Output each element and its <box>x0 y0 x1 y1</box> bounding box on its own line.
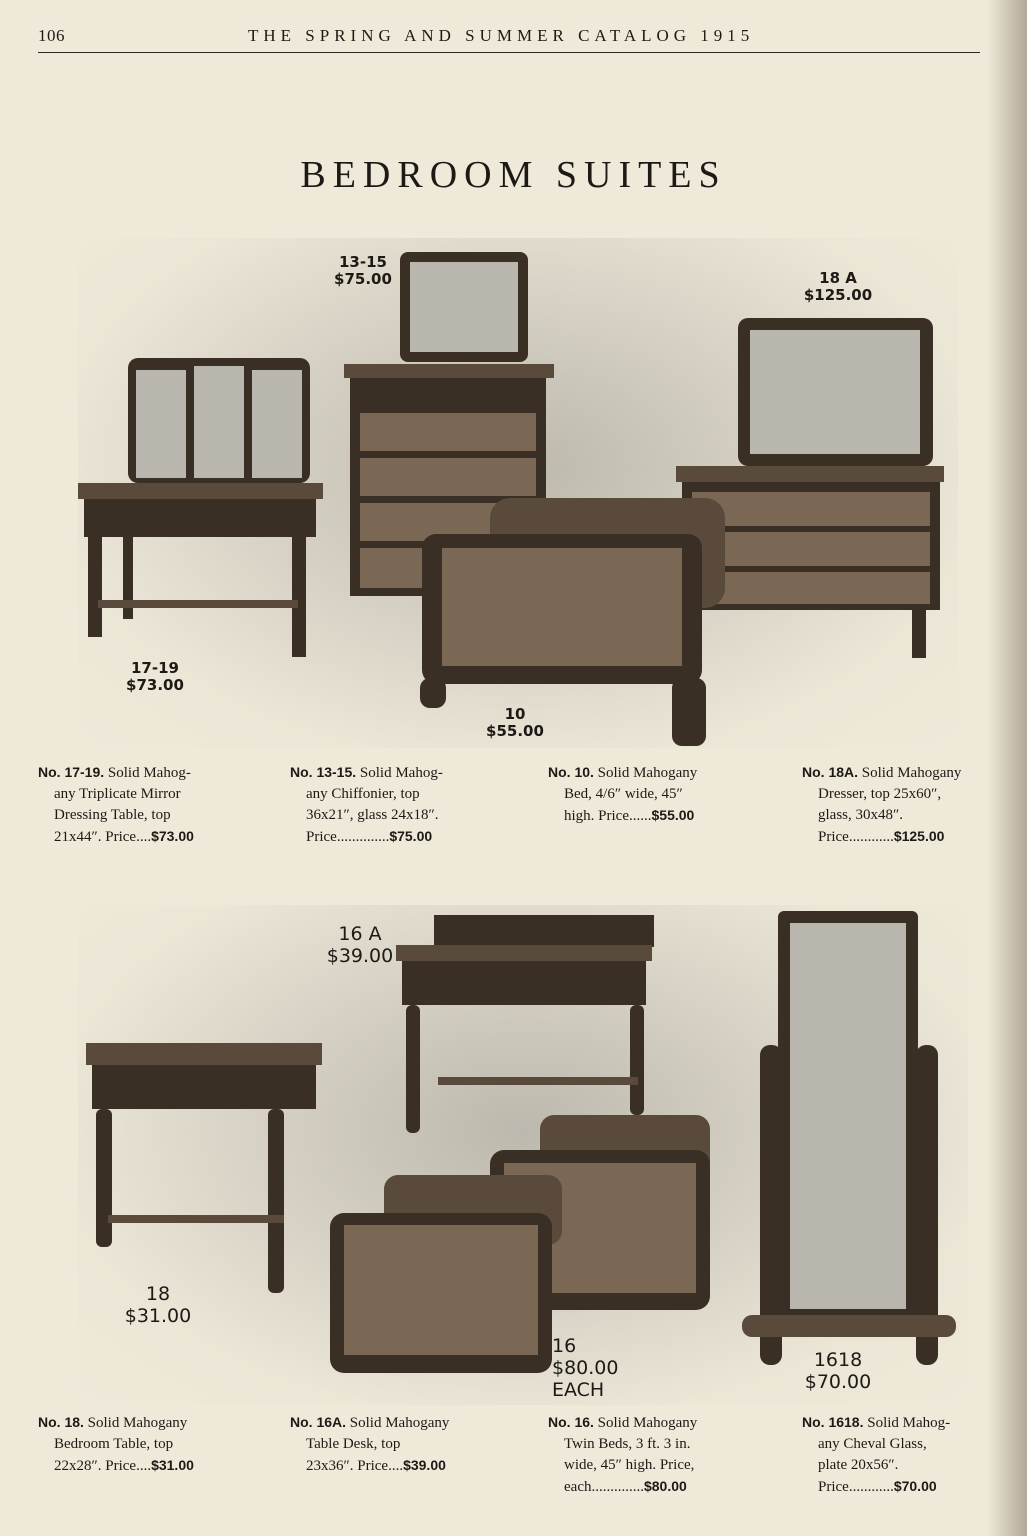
caption-line-1: No. 13-15. Solid Mahog- <box>290 764 443 781</box>
dressing-table-illustration <box>78 358 323 657</box>
caption-line-4: each..............$80.00 <box>564 1478 687 1495</box>
caption-line-2: Bed, 4/6″ wide, 45″ <box>564 786 683 802</box>
caption-line-2: Dresser, top 25x60″, <box>818 786 942 802</box>
caption-line-3: plate 20x56″. <box>818 1457 899 1473</box>
caption-price: $80.00 <box>643 1478 687 1494</box>
caption-18a <box>802 762 1002 848</box>
tag-price: $70.00 <box>804 1370 872 1393</box>
caption-price: $70.00 <box>893 1478 937 1494</box>
caption-price: $31.00 <box>151 1457 194 1473</box>
running-title: THE SPRING AND SUMMER CATALOG 1915 <box>248 26 755 45</box>
caption-line-1: No. 10. Solid Mahogany <box>548 764 698 781</box>
caption-price: $73.00 <box>151 828 194 844</box>
caption-line-2: any Cheval Glass, <box>818 1436 927 1452</box>
tag-price: $125.00 <box>803 286 873 305</box>
caption-line-1: No. 18. Solid Mahogany <box>38 1414 188 1431</box>
caption-price: $125.00 <box>893 828 945 844</box>
caption-16a <box>290 1412 490 1477</box>
tag-price: $39.00 <box>326 944 394 967</box>
tag-1618 <box>796 1350 880 1394</box>
caption-1618 <box>802 1412 1002 1498</box>
bottom-furniture-illustration <box>78 905 968 1405</box>
tag-number: 10 <box>504 705 526 723</box>
caption-line-3: high. Price......$55.00 <box>564 807 695 824</box>
tag-number: 17-19 <box>131 659 179 677</box>
caption-line-4: Price..............$75.00 <box>306 828 433 845</box>
top-furniture-photo <box>78 238 958 748</box>
caption-line-1: No. 17-19. Solid Mahog- <box>38 764 191 781</box>
caption-price: $75.00 <box>389 828 433 844</box>
tag-13-15 <box>328 254 398 289</box>
tag-number: 13-15 <box>339 253 387 271</box>
caption-item-number: No. 18. <box>38 1414 84 1430</box>
caption-line-3: 23x36″. Price....$39.00 <box>306 1457 446 1474</box>
dresser-illustration <box>676 318 944 658</box>
caption-line-3: 36x21″, glass 24x18″. <box>306 807 439 823</box>
bed-illustration <box>420 498 725 746</box>
caption-line-1: No. 16A. Solid Mahogany <box>290 1414 450 1431</box>
caption-line-4: Price............$70.00 <box>818 1478 937 1495</box>
caption-item-number: No. 10. <box>548 764 594 780</box>
top-furniture-illustration <box>78 238 958 748</box>
caption-line-3: 22x28″. Price....$31.00 <box>54 1457 194 1474</box>
caption-18 <box>38 1412 238 1477</box>
caption-10 <box>548 762 748 827</box>
tag-number: 18 A <box>819 269 857 287</box>
table-desk-illustration <box>396 915 654 1133</box>
caption-item-number: No. 18A. <box>802 764 859 780</box>
caption-line-4: Price............$125.00 <box>818 828 945 845</box>
section-title: BEDROOM SUITES <box>300 154 727 197</box>
tag-number: 16 A <box>338 923 382 945</box>
caption-line-2: any Chiffonier, top <box>306 786 420 802</box>
page-number: 106 <box>38 26 65 45</box>
caption-13-15 <box>290 762 490 848</box>
cheval-glass-illustration <box>742 911 956 1365</box>
caption-line-2: any Triplicate Mirror <box>54 786 181 802</box>
caption-line-4: 21x44″. Price....$73.00 <box>54 828 194 845</box>
caption-line-1: No. 18A. Solid Mahogany <box>802 764 962 781</box>
tag-18 <box>118 1284 198 1328</box>
caption-line-3: Dressing Table, top <box>54 807 171 823</box>
caption-line-2: Bedroom Table, top <box>54 1436 174 1452</box>
bedroom-table-illustration <box>86 1043 322 1293</box>
tag-16 <box>552 1336 672 1402</box>
caption-price: $55.00 <box>651 807 695 823</box>
caption-item-number: No. 16A. <box>290 1414 347 1430</box>
tag-number: 18 <box>145 1283 171 1305</box>
caption-item-number: No. 13-15. <box>290 764 357 780</box>
tag-18a <box>798 270 878 305</box>
caption-line-1: No. 16. Solid Mahogany <box>548 1414 698 1431</box>
tag-number: 16 <box>552 1335 577 1357</box>
caption-line-3: glass, 30x48″. <box>818 807 903 823</box>
caption-price: $39.00 <box>403 1457 446 1473</box>
caption-item-number: No. 16. <box>548 1414 594 1430</box>
tag-17-19 <box>110 660 200 695</box>
caption-line-3: wide, 45″ high. Price, <box>564 1457 695 1473</box>
bottom-furniture-photo <box>78 905 968 1405</box>
twin-beds-illustration <box>330 1115 710 1373</box>
caption-16 <box>548 1412 748 1498</box>
tag-price: $55.00 <box>486 722 544 741</box>
tag-price: $31.00 <box>124 1304 192 1327</box>
caption-line-2: Twin Beds, 3 ft. 3 in. <box>564 1436 691 1452</box>
caption-17-19 <box>38 762 238 848</box>
tag-price: $75.00 <box>334 270 392 289</box>
caption-item-number: No. 17-19. <box>38 764 105 780</box>
caption-item-number: No. 1618. <box>802 1414 864 1430</box>
tag-number: 1618 <box>813 1349 863 1371</box>
caption-line-1: No. 1618. Solid Mahog- <box>802 1414 951 1431</box>
tag-price: $73.00 <box>126 676 184 695</box>
caption-line-2: Table Desk, top <box>306 1436 401 1452</box>
tag-10 <box>480 706 550 741</box>
page-header <box>38 22 980 53</box>
tag-price: $80.00 EACH <box>552 1356 619 1401</box>
tag-16a <box>320 924 400 968</box>
